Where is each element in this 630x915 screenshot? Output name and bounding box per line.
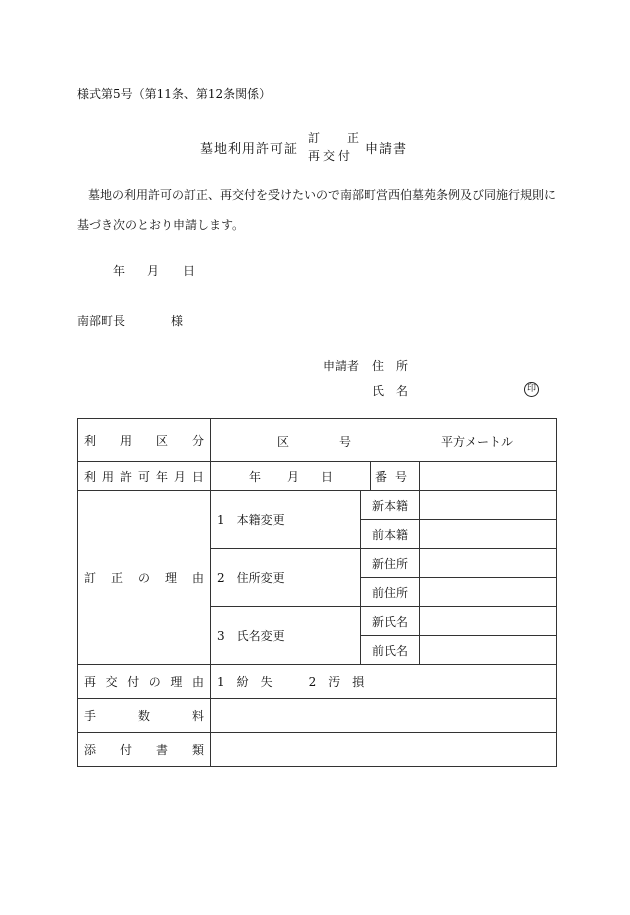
new-address-value[interactable] bbox=[420, 549, 557, 578]
applicant-address-label: 住 所 bbox=[372, 359, 409, 373]
application-table bbox=[77, 418, 557, 767]
permit-date-row bbox=[78, 462, 557, 491]
new-name-value[interactable] bbox=[420, 607, 557, 636]
reissue-reason-label: 再 交 付 の 理 由 bbox=[78, 665, 211, 699]
title-option-reissue: 再交付 bbox=[308, 149, 354, 163]
correction-row-1a bbox=[78, 491, 557, 520]
old-domicile-label: 前本籍 bbox=[361, 520, 420, 549]
new-address-label: 新住所 bbox=[361, 549, 420, 578]
old-address-value[interactable] bbox=[420, 578, 557, 607]
applicant-name-label: 氏 名 bbox=[372, 384, 409, 398]
addressee-name: 南部町長 bbox=[77, 314, 126, 328]
correction-reason-label: 訂 正 の 理 由 bbox=[78, 491, 211, 665]
reissue-reason-options[interactable]: 1 紛 失 2 汚 損 bbox=[211, 665, 557, 699]
attachments-value[interactable] bbox=[211, 733, 557, 767]
title-prefix: 墓地利用許可証 bbox=[200, 142, 299, 157]
usage-section-label-text: 利 用 区 分 bbox=[84, 433, 204, 448]
title-suffix: 申請書 bbox=[365, 142, 408, 157]
body-text-line2: 基づき次のとおり申請します。 bbox=[77, 218, 245, 232]
date-month-label: 月 bbox=[147, 264, 160, 278]
addressee-honorific: 様 bbox=[171, 314, 184, 328]
applicant-label: 申請者 bbox=[323, 359, 360, 373]
permit-date-label: 利 用 許 可 年 月 日 bbox=[78, 462, 211, 491]
old-domicile-value[interactable] bbox=[420, 520, 557, 549]
date-day-label: 日 bbox=[183, 264, 196, 278]
date-year-label: 年 bbox=[113, 264, 126, 278]
attachments-label: 添 付 書 類 bbox=[78, 733, 211, 767]
new-domicile-value[interactable] bbox=[420, 491, 557, 520]
form-number: 様式第5号（第11条、第12条関係） bbox=[77, 87, 272, 101]
permit-day-label: 日 bbox=[321, 470, 334, 484]
new-domicile-label: 新本籍 bbox=[361, 491, 420, 520]
old-name-label: 前氏名 bbox=[361, 636, 420, 665]
fee-value[interactable] bbox=[211, 699, 557, 733]
section-go-label: 号 bbox=[339, 435, 352, 449]
usage-section-row bbox=[78, 419, 557, 462]
area-unit-label: 平方メートル bbox=[441, 435, 514, 449]
section-ku-label: 区 bbox=[277, 435, 290, 449]
permit-number-label: 番号 bbox=[371, 462, 420, 491]
body-text-line1: 墓地の利用許可の訂正、再交付を受けたいので南部町営西伯墓苑条例及び同施行規則に bbox=[88, 188, 557, 202]
old-address-label: 前住所 bbox=[361, 578, 420, 607]
seal-icon: 印 bbox=[524, 380, 539, 397]
usage-section-label bbox=[78, 419, 211, 462]
permit-number-value[interactable] bbox=[420, 462, 557, 491]
new-name-label: 新氏名 bbox=[361, 607, 420, 636]
title-option-correction: 訂 正 bbox=[308, 131, 361, 145]
fee-row bbox=[78, 699, 557, 733]
usage-section-value[interactable] bbox=[211, 419, 557, 462]
permit-month-label: 月 bbox=[287, 470, 300, 484]
old-name-value[interactable] bbox=[420, 636, 557, 665]
reissue-reason-row bbox=[78, 665, 557, 699]
attachments-row bbox=[78, 733, 557, 767]
fee-label: 手 数 料 bbox=[78, 699, 211, 733]
permit-date-value[interactable] bbox=[211, 462, 371, 491]
correction-option-domicile[interactable]: 1 本籍変更 bbox=[211, 491, 361, 549]
permit-year-label: 年 bbox=[249, 470, 262, 484]
correction-option-name[interactable]: 3 氏名変更 bbox=[211, 607, 361, 665]
correction-option-address[interactable]: 2 住所変更 bbox=[211, 549, 361, 607]
